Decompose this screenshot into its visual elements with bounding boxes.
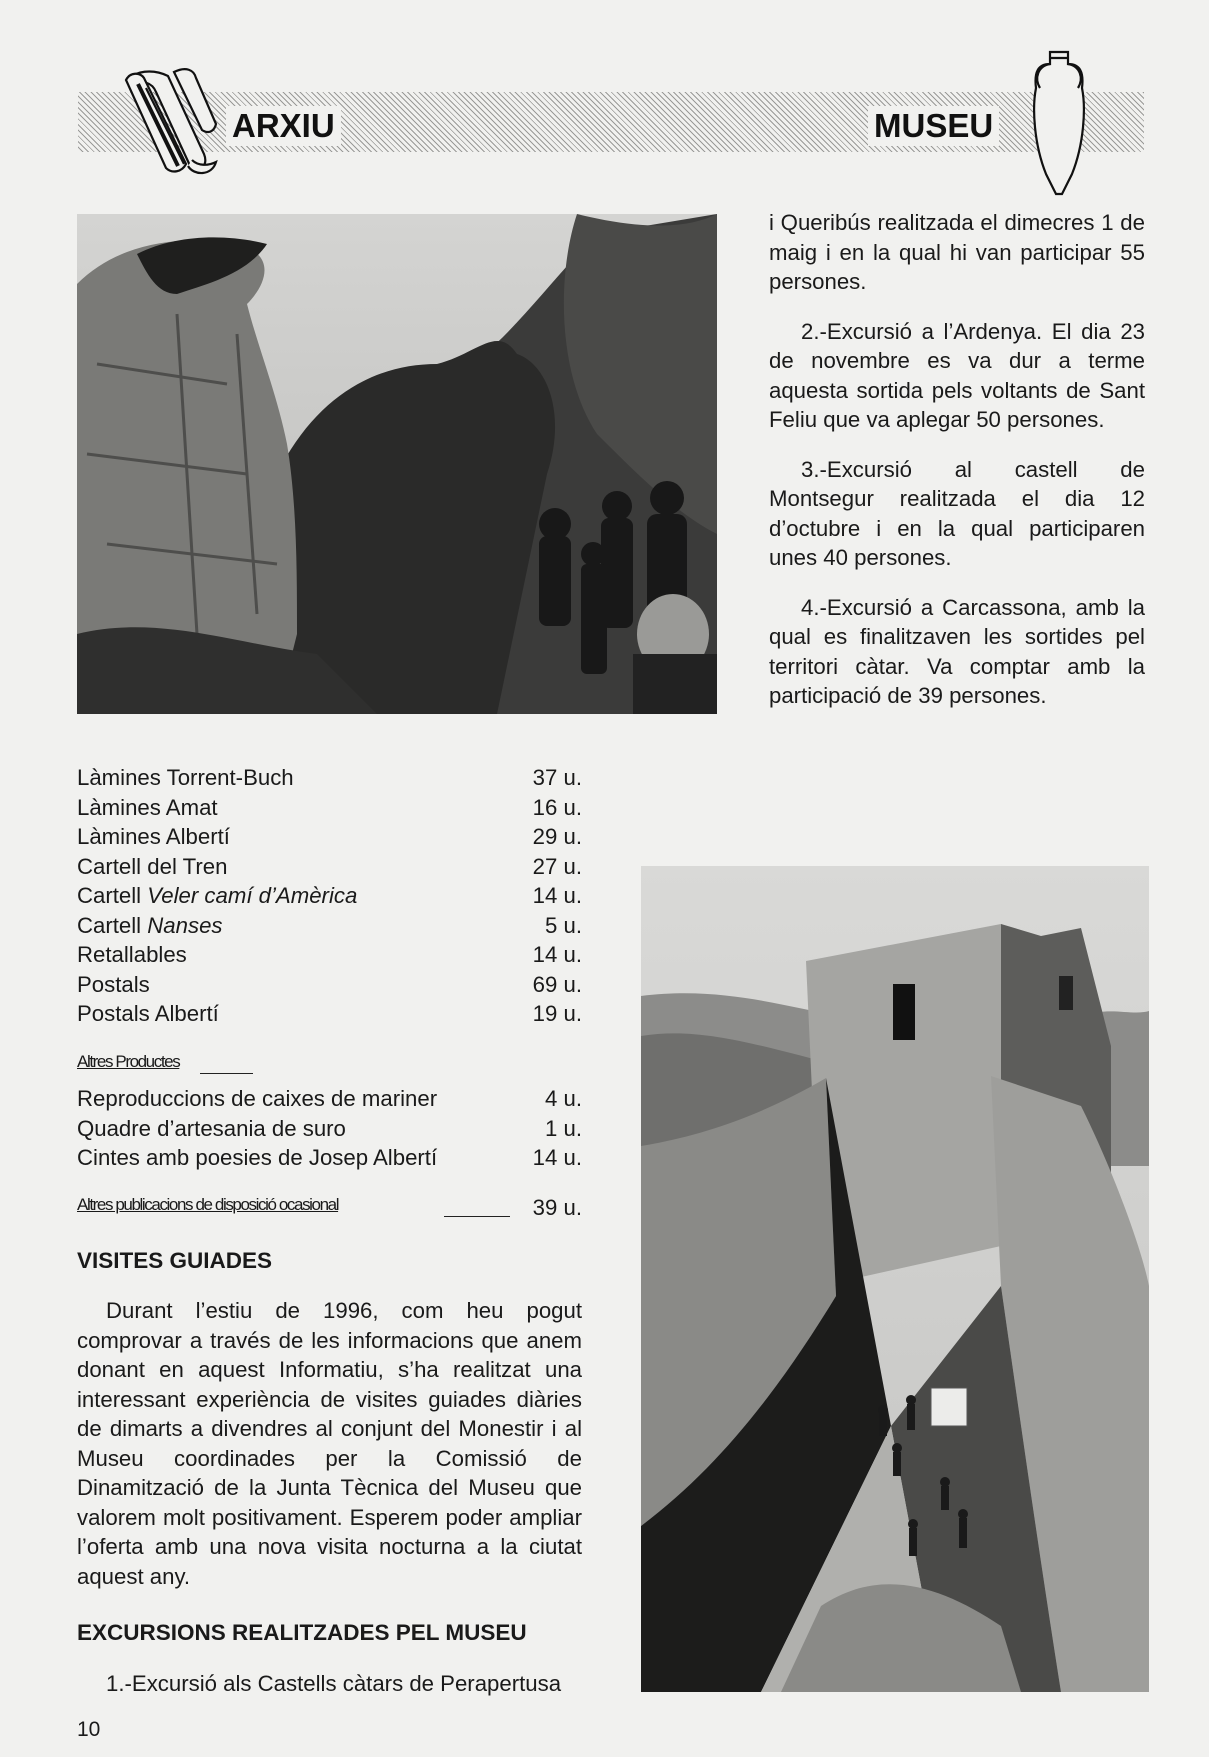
product-name: Cartell del Tren (77, 853, 228, 879)
product-row (77, 881, 582, 911)
product-row (77, 763, 582, 793)
archive-label: ARXIU (226, 106, 341, 146)
product-qty: 19 u. (532, 1001, 582, 1026)
paragraph-carcassona: 4.-Excursió a Carcassona, amb la qual es finalitzaven les sortides pel territori càtar. Va comptar amb la participació de 39 persones. (769, 594, 1145, 708)
product-name: Quadre d’artesania de suro (77, 1115, 346, 1141)
underline-rule (200, 1073, 253, 1074)
product-row (77, 940, 582, 970)
product-name: Postals (77, 971, 150, 997)
product-qty: 14 u. (532, 883, 582, 908)
product-name: Làmines Torrent-Buch (77, 765, 294, 790)
other-publications-qty: 39 u. (532, 1195, 582, 1220)
product-name: Làmines Amat (77, 794, 218, 820)
product-qty: 27 u. (532, 853, 582, 879)
product-row (77, 852, 582, 882)
product-row (77, 970, 582, 1000)
product-row (77, 793, 582, 823)
museum-label: MUSEU (868, 106, 999, 146)
product-name: Retallables (77, 942, 187, 967)
excursions-continued (769, 208, 1145, 731)
guided-visits-text: Durant l’estiu de 1996, com heu pogut comprovar a través de les informacions que anem donant en aquest Informatiu, s’ha realitzat una interessant experiència de visites guiades diàries de dimarts a divendres al conjunt del Monestir i al Museu coordinades per la Comissió de Dinamització de la Junta Tècnica del Museu que valorem molt positivament. Esperem poder ampliar l’oferta amb una nova visita nocturna a la ciutat aquest any. (77, 1298, 582, 1589)
product-row (77, 1084, 582, 1114)
excursions-heading: EXCURSIONS REALITZADES PEL MUSEU (77, 1620, 527, 1645)
photo-hikers-rocks (77, 214, 717, 714)
product-title: Nanses (147, 912, 223, 938)
amphora-icon (1028, 48, 1090, 198)
other-products-list (77, 1084, 582, 1173)
product-list (77, 763, 582, 1029)
product-title: Veler camí d’Amèrica (147, 883, 358, 908)
product-qty: 37 u. (532, 765, 582, 790)
scroll-icon (112, 62, 230, 180)
guided-visits-heading: VISITES GUIADES (77, 1248, 273, 1273)
page-number: 10 (77, 1718, 101, 1741)
product-qty: 69 u. (532, 971, 582, 997)
paragraph-montsegur: 3.-Excursió al castell de Montsegur realitzada el dia 12 d’octubre i en la qual participaren unes 40 persones. (769, 456, 1145, 570)
other-products-heading: Altres Productes (77, 1052, 180, 1071)
product-name: Cartell (77, 912, 148, 938)
underline-rule (444, 1216, 510, 1217)
product-name: Reproduccions de caixes de mariner (77, 1086, 438, 1111)
product-name: Cartell (77, 883, 148, 908)
paragraph-ardenya: 2.-Excursió a l’Ardenya. El dia 23 de novembre es va dur a terme aquesta sortida pels voltants de Sant Feliu que va aplegar 50 persones. (769, 318, 1145, 432)
excursion-1-text: 1.-Excursió als Castells càtars de Perapertusa (106, 1671, 562, 1696)
photo-castle-ruins (641, 866, 1149, 1692)
product-name: Làmines Albertí (77, 824, 230, 849)
product-qty: 16 u. (532, 794, 582, 820)
product-qty: 29 u. (532, 824, 582, 849)
product-row (77, 911, 582, 941)
product-row (77, 999, 582, 1029)
paragraph-queribus: i Queribús realitzada el dimecres 1 de maig i en la qual hi van participar 55 persones. (769, 210, 1145, 294)
product-qty: 14 u. (532, 1145, 582, 1170)
product-row (77, 1143, 582, 1173)
product-name: Cintes amb poesies de Josep Albertí (77, 1145, 438, 1170)
product-qty: 1 u. (544, 1115, 582, 1141)
product-qty: 5 u. (544, 912, 582, 938)
product-qty: 4 u. (544, 1086, 582, 1111)
other-publications-label: Altres publicacions de disposició ocasional (77, 1195, 339, 1214)
product-row (77, 1114, 582, 1144)
product-row (77, 822, 582, 852)
product-name: Postals Albertí (77, 1001, 219, 1026)
product-qty: 14 u. (532, 942, 582, 967)
